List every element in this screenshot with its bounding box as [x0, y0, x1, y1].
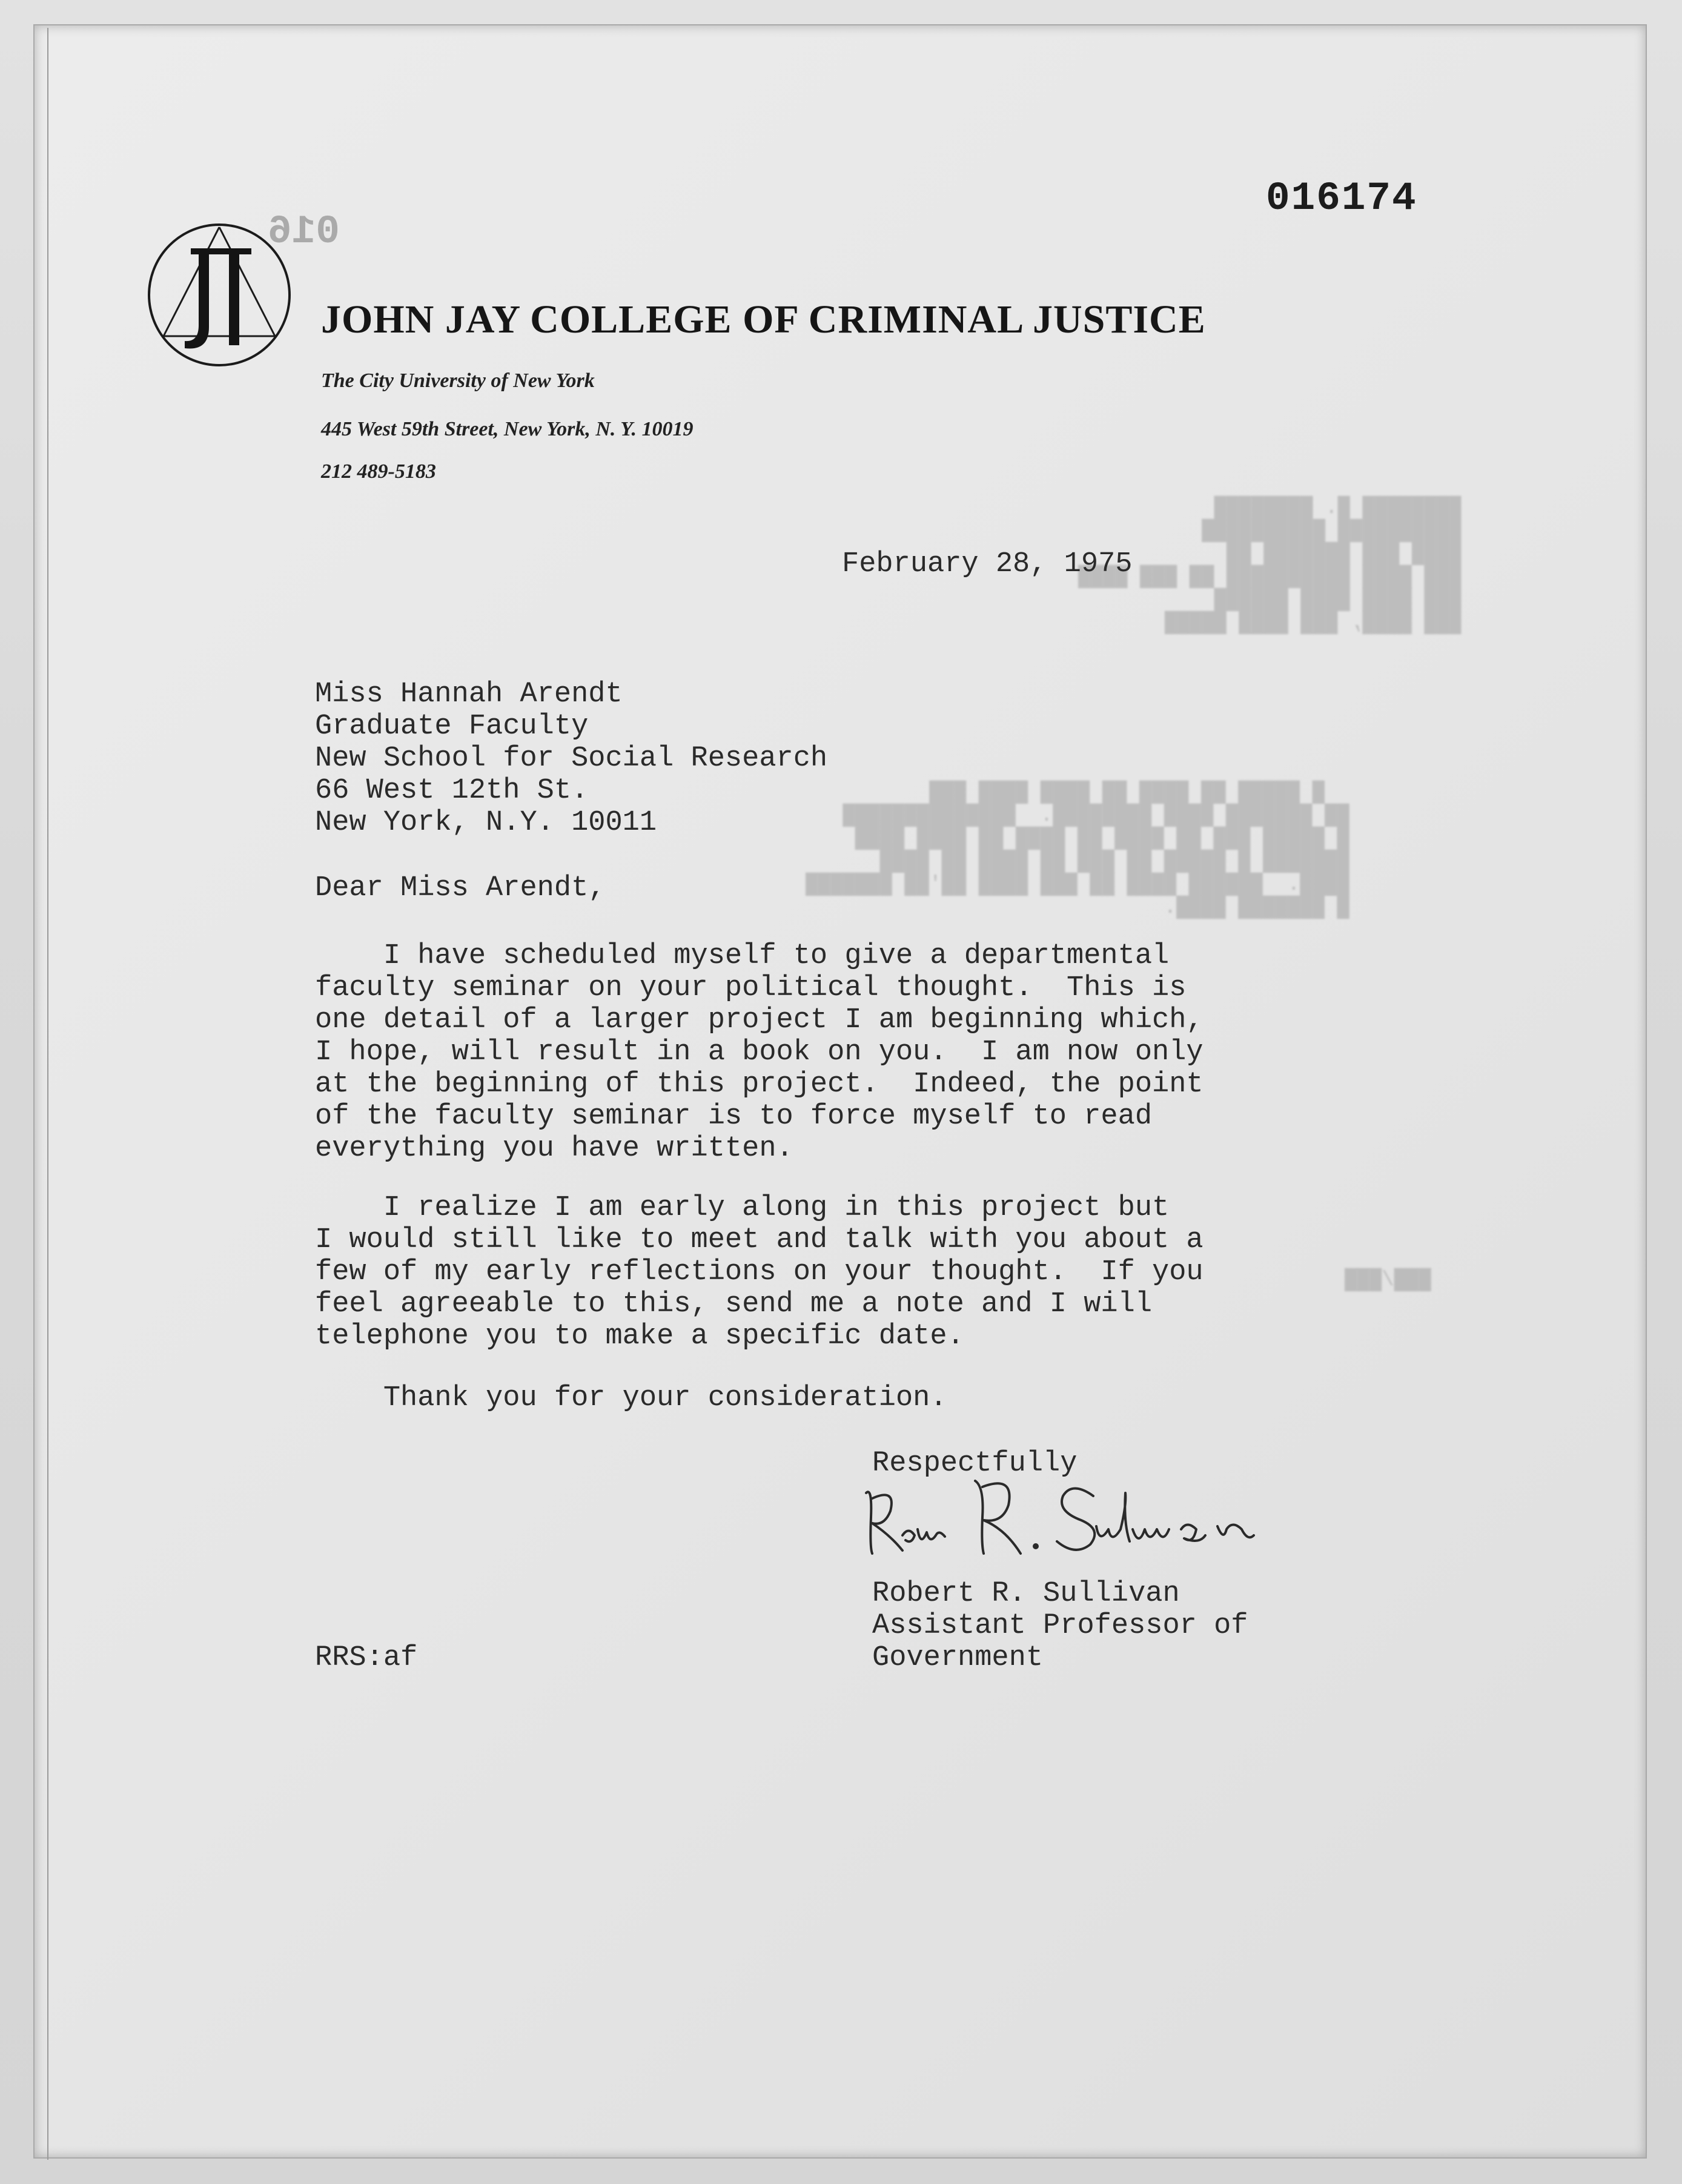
recipient-line: New York, N.Y. 10011: [315, 807, 657, 839]
bleed-through-address: ████████ █. ████████ ██████████ ██████████ ████ ███ ███████ ██ ███ ████ ██████████ ██ ███ ████ ███ ████ ████ ██████ ███ ████, ███ ████ █████: [1078, 497, 1462, 635]
body-line: I realize I am early along in this project but: [315, 1192, 1170, 1224]
body-line: at the beginning of this project. Indeed, the point: [315, 1068, 1204, 1100]
faint-stamp-number: 016: [268, 209, 340, 254]
phone-line: 212 489-5183: [321, 460, 436, 483]
body-line: feel agreeable to this, send me a note and I will: [315, 1288, 1153, 1320]
body-line: faculty seminar on your political thought. This is: [315, 972, 1187, 1004]
body-line: everything you have written.: [315, 1133, 793, 1165]
body-line: of the faculty seminar is to force myself to read: [315, 1100, 1153, 1133]
body-line: I have scheduled myself to give a departmental: [315, 940, 1170, 972]
handwritten-signature: [854, 1469, 1290, 1566]
bleed-through-initials: ███/███: [1345, 1269, 1431, 1292]
salutation: Dear Miss Arendt,: [315, 872, 606, 904]
typist-initials: RRS:af: [315, 1642, 418, 1674]
college-seal-logo: [145, 221, 294, 369]
recipient-line: New School for Social Research: [315, 743, 828, 775]
body-line: telephone you to make a specific date.: [315, 1320, 964, 1352]
document-number: 016174: [1266, 176, 1417, 221]
signer-title: Assistant Professor of: [872, 1610, 1248, 1642]
signer-department: Government: [872, 1642, 1044, 1674]
recipient-line: Miss Hannah Arendt: [315, 678, 623, 710]
recipient-line: 66 West 12th St.: [315, 775, 589, 807]
sheet-edge-line: [47, 28, 48, 2160]
letter-date: February 28, 1975: [842, 548, 1133, 580]
closing: Respectfully: [872, 1448, 1078, 1480]
body-line: one detail of a larger project I am beginning which,: [315, 1004, 1204, 1036]
college-name: JOHN JAY COLLEGE OF CRIMINAL JUSTICE: [321, 297, 1206, 342]
body-line: Thank you for your consideration.: [315, 1382, 947, 1414]
body-line: I would still like to meet and talk with you about a: [315, 1224, 1204, 1256]
body-line: few of my early reflections on your thought. If you: [315, 1256, 1204, 1288]
bleed-through-body: █ █████ ██ ████ ██ ████ ████ ███ ██ ███████ ████ ████████. ██████████████ █ █████ ███ ██ ████ ██ ████ ██ ████ ████ ███████ █ █████ ██ ███ ██ ████ ██ ████ ████. ██████ ████ ██ ███ ████ ██'██ ███████ █ ███████ ████.: [806, 781, 1349, 919]
signer-name: Robert R. Sullivan: [872, 1578, 1180, 1610]
body-line: I hope, will result in a book on you. I am now only: [315, 1036, 1204, 1068]
university-line: The City University of New York: [321, 369, 595, 392]
recipient-line: Graduate Faculty: [315, 710, 589, 743]
address-line: 445 West 59th Street, New York, N. Y. 10019: [321, 418, 694, 440]
